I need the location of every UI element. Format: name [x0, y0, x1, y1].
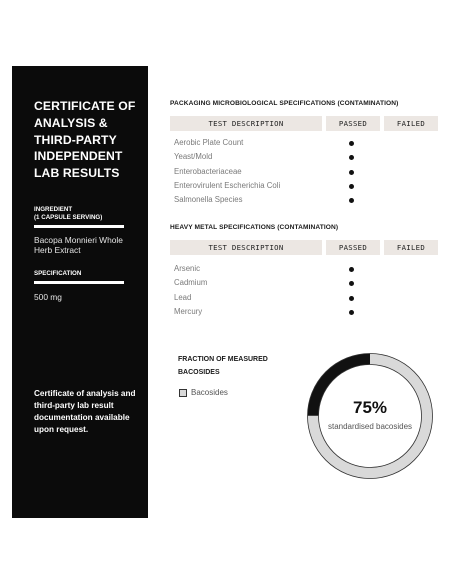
micro-row-label: Enterobacteriaceae [174, 166, 242, 176]
metal-row-label: Arsenic [174, 264, 200, 273]
ingredient-divider [34, 225, 124, 228]
specification-divider [34, 281, 124, 284]
specification-value: 500 mg [34, 292, 62, 302]
micro-result-dot [349, 155, 354, 160]
micro-result-dot [349, 141, 354, 146]
micro-result-dot [349, 198, 354, 203]
micro-row-label: Salmonella Species [174, 195, 243, 205]
sidebar-content [12, 66, 148, 518]
ingredient-label: INGREDIENT [34, 206, 73, 213]
micro-header-test: TEST DESCRIPTION [170, 116, 322, 131]
ingredient-value: Bacopa Monnieri Whole Herb Extract [34, 235, 123, 255]
metal-result-dot [349, 310, 354, 315]
metal-header-test: TEST DESCRIPTION [170, 240, 322, 255]
legend-label: Bacosides [191, 388, 228, 397]
availability-note: Certificate of analysis and third-party lab result documentation available upon request. [34, 389, 136, 434]
metal-row-label: Lead [174, 292, 192, 302]
metal-result-dot [349, 267, 354, 272]
metal-header-passed: PASSED [326, 240, 380, 255]
micro-header-passed: PASSED [326, 116, 380, 131]
metal-result-dot [349, 281, 354, 286]
micro-row-label: Enterovirulent Escherichia Coli [174, 180, 281, 190]
metal-row-label: Mercury [174, 306, 203, 316]
metal-section-title: HEAVY METAL SPECIFICATIONS (CONTAMINATION) [170, 224, 339, 231]
micro-result-dot [349, 170, 354, 175]
legend-swatch [179, 389, 187, 397]
micro-header-failed: FAILED [384, 116, 438, 131]
micro-section-title: PACKAGING MICROBIOLOGICAL SPECIFICATIONS (CONTAMINATION) [170, 100, 399, 107]
percent-caption: standardised bacosides [327, 422, 413, 431]
metal-result-dot [349, 296, 354, 301]
metal-header-failed: FAILED [384, 240, 438, 255]
certificate-title: CERTIFICATE OF ANALYSIS & THIRD-PARTY INDEPENDENT LAB RESULTS [34, 99, 136, 181]
micro-row-label: Yeast/Mold [174, 152, 213, 162]
ingredient-serving-label: (1 CAPSULE SERVING) [34, 214, 103, 221]
micro-row-label: Aerobic Plate Count [174, 138, 244, 147]
micro-result-dot [349, 184, 354, 189]
metal-row-label: Cadmium [174, 278, 208, 288]
specification-label: SPECIFICATION [34, 270, 82, 277]
fraction-title: FRACTION OF MEASURED BACOSIDES [178, 356, 268, 376]
percent-value: 75% [352, 398, 388, 417]
